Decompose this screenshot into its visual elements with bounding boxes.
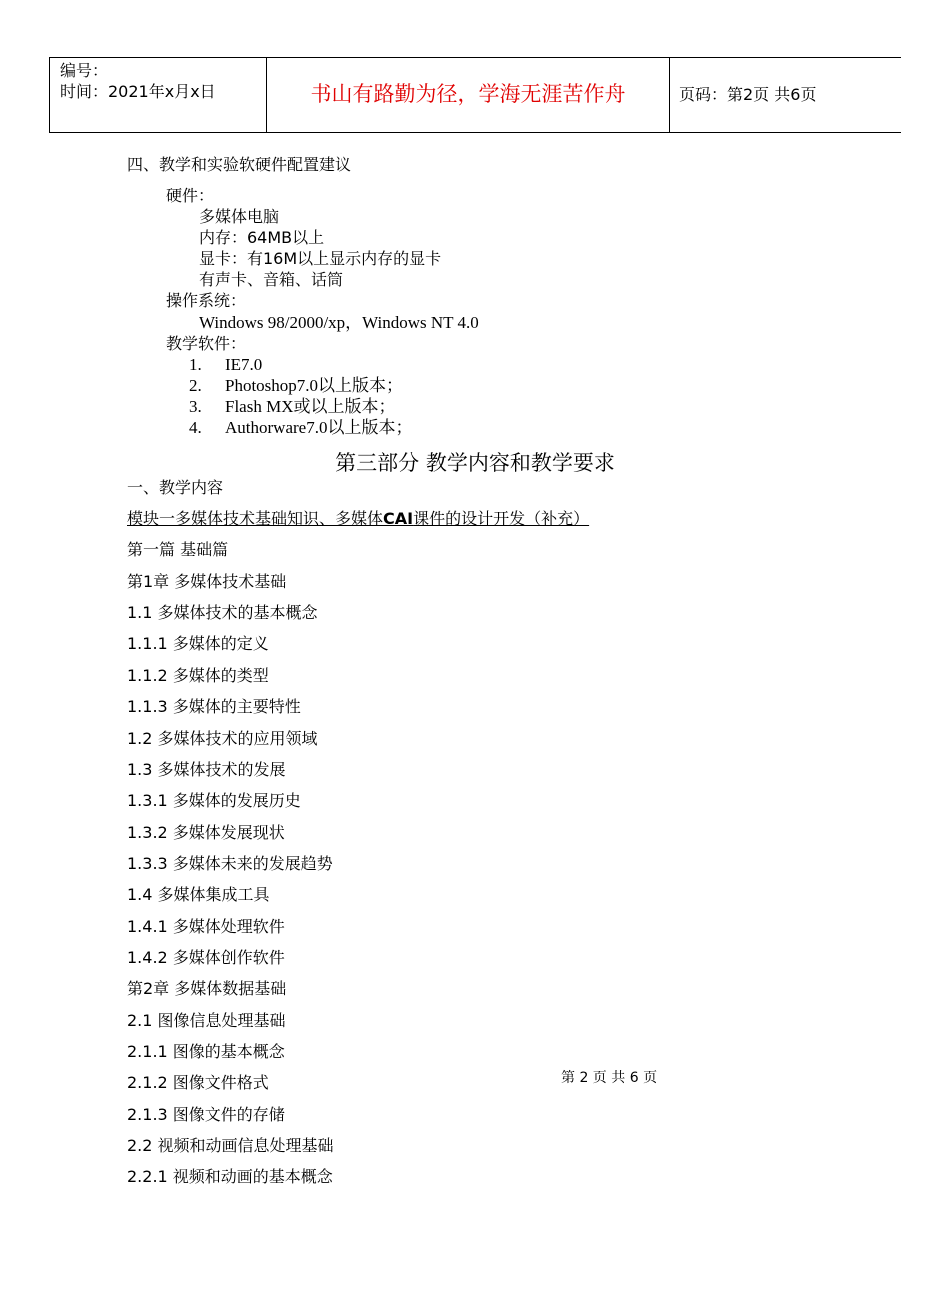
toc-entry: 2.2.1 视频和动画的基本概念 bbox=[127, 1167, 333, 1186]
toc-entry: 第一篇 基础篇 bbox=[127, 540, 229, 559]
toc-entry: 1.3 多媒体技术的发展 bbox=[127, 760, 286, 779]
software-label: 教学软件： bbox=[166, 334, 247, 353]
content-subheading: 一、教学内容 bbox=[127, 478, 224, 497]
header-page-info: 页码：第2页 共6页 bbox=[679, 85, 817, 104]
hardware-item: 多媒体电脑 bbox=[199, 207, 280, 226]
toc-entry: 1.3.1 多媒体的发展历史 bbox=[127, 791, 301, 810]
toc-entry: 第2章 多媒体数据基础 bbox=[127, 979, 287, 998]
toc-entry: 2.2 视频和动画信息处理基础 bbox=[127, 1136, 334, 1155]
toc-entry: 1.2 多媒体技术的应用领域 bbox=[127, 729, 318, 748]
module-title-post: 课件的设计开发（补充） bbox=[413, 509, 590, 528]
software-item: Authorware7.0以上版本； bbox=[225, 418, 413, 437]
toc-entry: 2.1.2 图像文件格式 bbox=[127, 1073, 269, 1092]
page-footer: 第 2 页 共 6 页 bbox=[561, 1070, 658, 1086]
toc-entry: 1.1.1 多媒体的定义 bbox=[127, 634, 269, 653]
module-title bbox=[127, 508, 589, 530]
module-title-pre: 模块一多媒体技术基础知识、多媒体 bbox=[127, 509, 384, 528]
toc-entry: 1.1.3 多媒体的主要特性 bbox=[127, 697, 301, 716]
software-item: IE7.0 bbox=[225, 355, 263, 374]
toc-entry: 2.1.3 图像文件的存储 bbox=[127, 1105, 285, 1124]
software-item: Flash MX或以上版本； bbox=[225, 397, 396, 416]
toc-entry: 1.3.3 多媒体未来的发展趋势 bbox=[127, 854, 333, 873]
header-table bbox=[49, 57, 901, 133]
toc-entry: 1.4 多媒体集成工具 bbox=[127, 885, 270, 904]
hardware-item: 显卡：有16M以上显示内存的显卡 bbox=[199, 249, 442, 268]
section-heading: 四、教学和实验软硬件配置建议 bbox=[127, 155, 352, 174]
module-title-bold: CAI bbox=[383, 509, 414, 528]
header-cell-right bbox=[670, 58, 901, 132]
os-label: 操作系统： bbox=[166, 291, 247, 310]
software-item: Photoshop7.0以上版本； bbox=[225, 376, 404, 395]
header-cell-left bbox=[50, 58, 267, 132]
os-value: Windows 98/2000/xp，Windows NT 4.0 bbox=[199, 313, 479, 332]
part-title: 第三部分 教学内容和教学要求 bbox=[335, 451, 615, 475]
toc-entry: 1.4.1 多媒体处理软件 bbox=[127, 917, 285, 936]
toc-entry: 2.1.1 图像的基本概念 bbox=[127, 1042, 285, 1061]
doc-number-label: 编号： bbox=[60, 61, 109, 80]
hardware-item: 内存：64MB以上 bbox=[199, 228, 325, 247]
software-item-number: 4. bbox=[189, 418, 202, 437]
software-item-number: 1. bbox=[189, 355, 202, 374]
header-motto: 书山有路勤为径，学海无涯苦作舟 bbox=[310, 82, 626, 106]
toc-entry: 2.1 图像信息处理基础 bbox=[127, 1011, 286, 1030]
hardware-item: 有声卡、音箱、话筒 bbox=[199, 270, 344, 289]
hardware-label: 硬件： bbox=[166, 186, 215, 205]
toc-entry: 1.1 多媒体技术的基本概念 bbox=[127, 603, 318, 622]
doc-date-label: 时间：2021年x月x日 bbox=[60, 82, 216, 101]
toc-entry: 1.3.2 多媒体发展现状 bbox=[127, 823, 285, 842]
toc-entry: 1.4.2 多媒体创作软件 bbox=[127, 948, 285, 967]
software-item-number: 3. bbox=[189, 397, 202, 416]
software-item-number: 2. bbox=[189, 376, 202, 395]
toc-entry: 1.1.2 多媒体的类型 bbox=[127, 666, 269, 685]
header-cell-center bbox=[267, 58, 670, 132]
toc-entry: 第1章 多媒体技术基础 bbox=[127, 572, 287, 591]
